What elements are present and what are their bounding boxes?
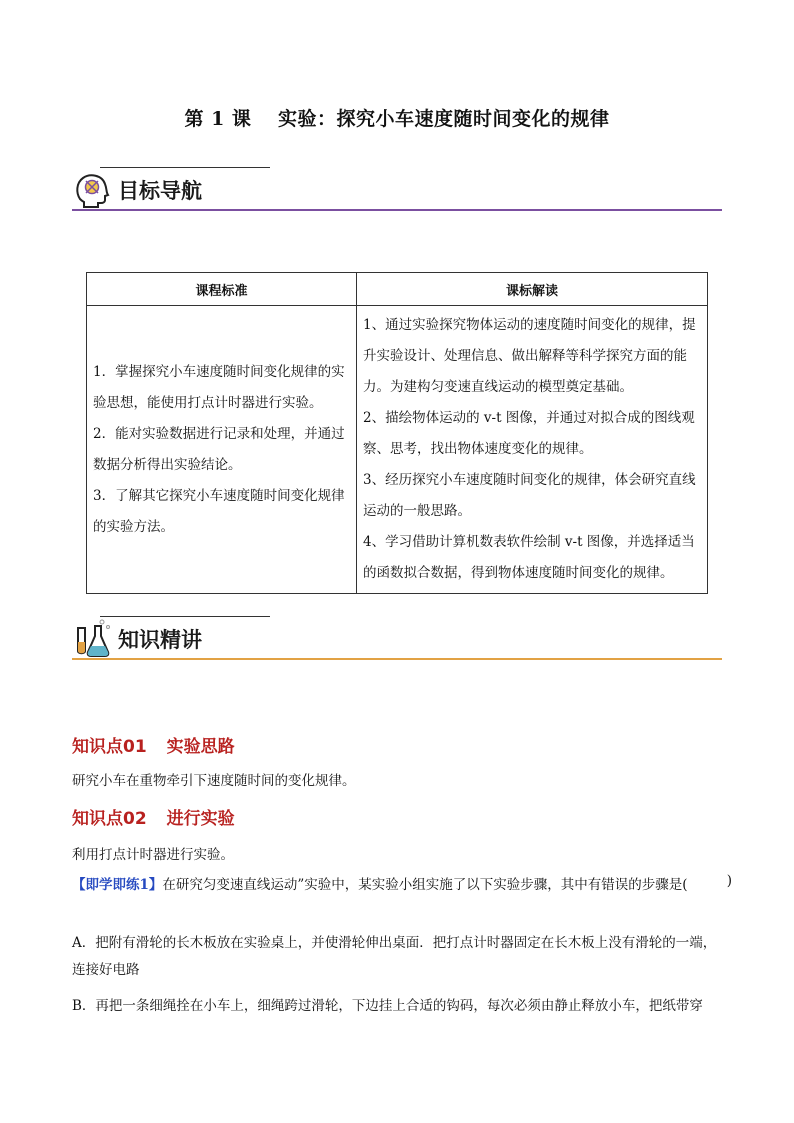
curriculum-table (86, 272, 708, 594)
knowledge-point-number: 知识点01 (72, 737, 147, 757)
standard-cell (87, 306, 357, 594)
knowledge-point-text: 研究小车在重物牵引下速度随时间的变化规律。 (72, 773, 356, 789)
section-title: 知识精讲 (118, 628, 202, 652)
interpretation-item: 4、学习借助计算机数表软件绘制 v-t 图像，并选择适当的函数拟合数据，得到物体速度随时间变化的规律。 (363, 534, 695, 581)
header-underline (72, 209, 722, 211)
exercise-question (72, 873, 732, 893)
header-overline (100, 616, 270, 617)
header-underline (72, 658, 722, 660)
exercise-tag: 【即学即练1】 (72, 877, 163, 893)
knowledge-point-name: 进行实验 (166, 809, 235, 829)
table-header-standard: 课程标准 (87, 273, 357, 306)
standard-item: 2．能对实验数据进行记录和处理，并通过数据分析得出实验结论。 (93, 425, 345, 473)
table-row (87, 306, 708, 594)
section-header-knowledge (72, 616, 722, 660)
knowledge-point-name: 实验思路 (166, 737, 235, 757)
table-header-interpretation: 课标解读 (357, 273, 708, 306)
exercise-question-text: 在研究匀变速直线运动”实验中，某实验小组实施了以下实验步骤，其中有错误的步骤是( (162, 877, 688, 893)
interpretation-item: 2、描绘物体运动的 v-t 图像，并通过对拟合成的图线观察、思考，找出物体速度变化的规律。 (363, 410, 695, 457)
knowledge-point-text: 利用打点计时器进行实验。 (72, 847, 234, 863)
section-title: 目标导航 (118, 179, 202, 203)
brain-head-icon (72, 169, 112, 209)
header-overline (100, 167, 270, 168)
exercise-option-a: A．把附有滑轮的长木板放在实验桌上，并使滑轮伸出桌面．把打点计时器固定在长木板上没有滑轮的一端，连接好电路 (72, 935, 717, 978)
interpretation-cell (357, 306, 708, 594)
flask-icon (72, 618, 112, 658)
interpretation-item: 1、通过实验探究物体运动的速度随时间变化的规律，提升实验设计、处理信息、做出解释等科学探究方面的能力。为建构匀变速直线运动的模型奠定基础。 (363, 317, 696, 395)
answer-paren: ) (726, 873, 732, 889)
knowledge-point-title (72, 732, 235, 757)
page-title: 第 1 课 实验：探究小车速度随时间变化的规律 (184, 108, 610, 130)
exercise-option-b: B．再把一条细绳拴在小车上，细绳跨过滑轮，下边挂上合适的钩码，每次必须由静止释放小车，把纸带穿 (72, 998, 703, 1014)
knowledge-point-number: 知识点02 (72, 809, 147, 829)
interpretation-item: 3、经历探究小车速度随时间变化的规律，体会研究直线运动的一般思路。 (363, 472, 696, 519)
standard-item: 3．了解其它探究小车速度随时间变化规律的实验方法。 (93, 487, 345, 535)
section-header-goals (72, 167, 722, 211)
table-header-row (87, 273, 708, 306)
standard-item: 1．掌握探究小车速度随时间变化规律的实验思想，能使用打点计时器进行实验。 (93, 363, 345, 411)
knowledge-point-title (72, 804, 235, 829)
